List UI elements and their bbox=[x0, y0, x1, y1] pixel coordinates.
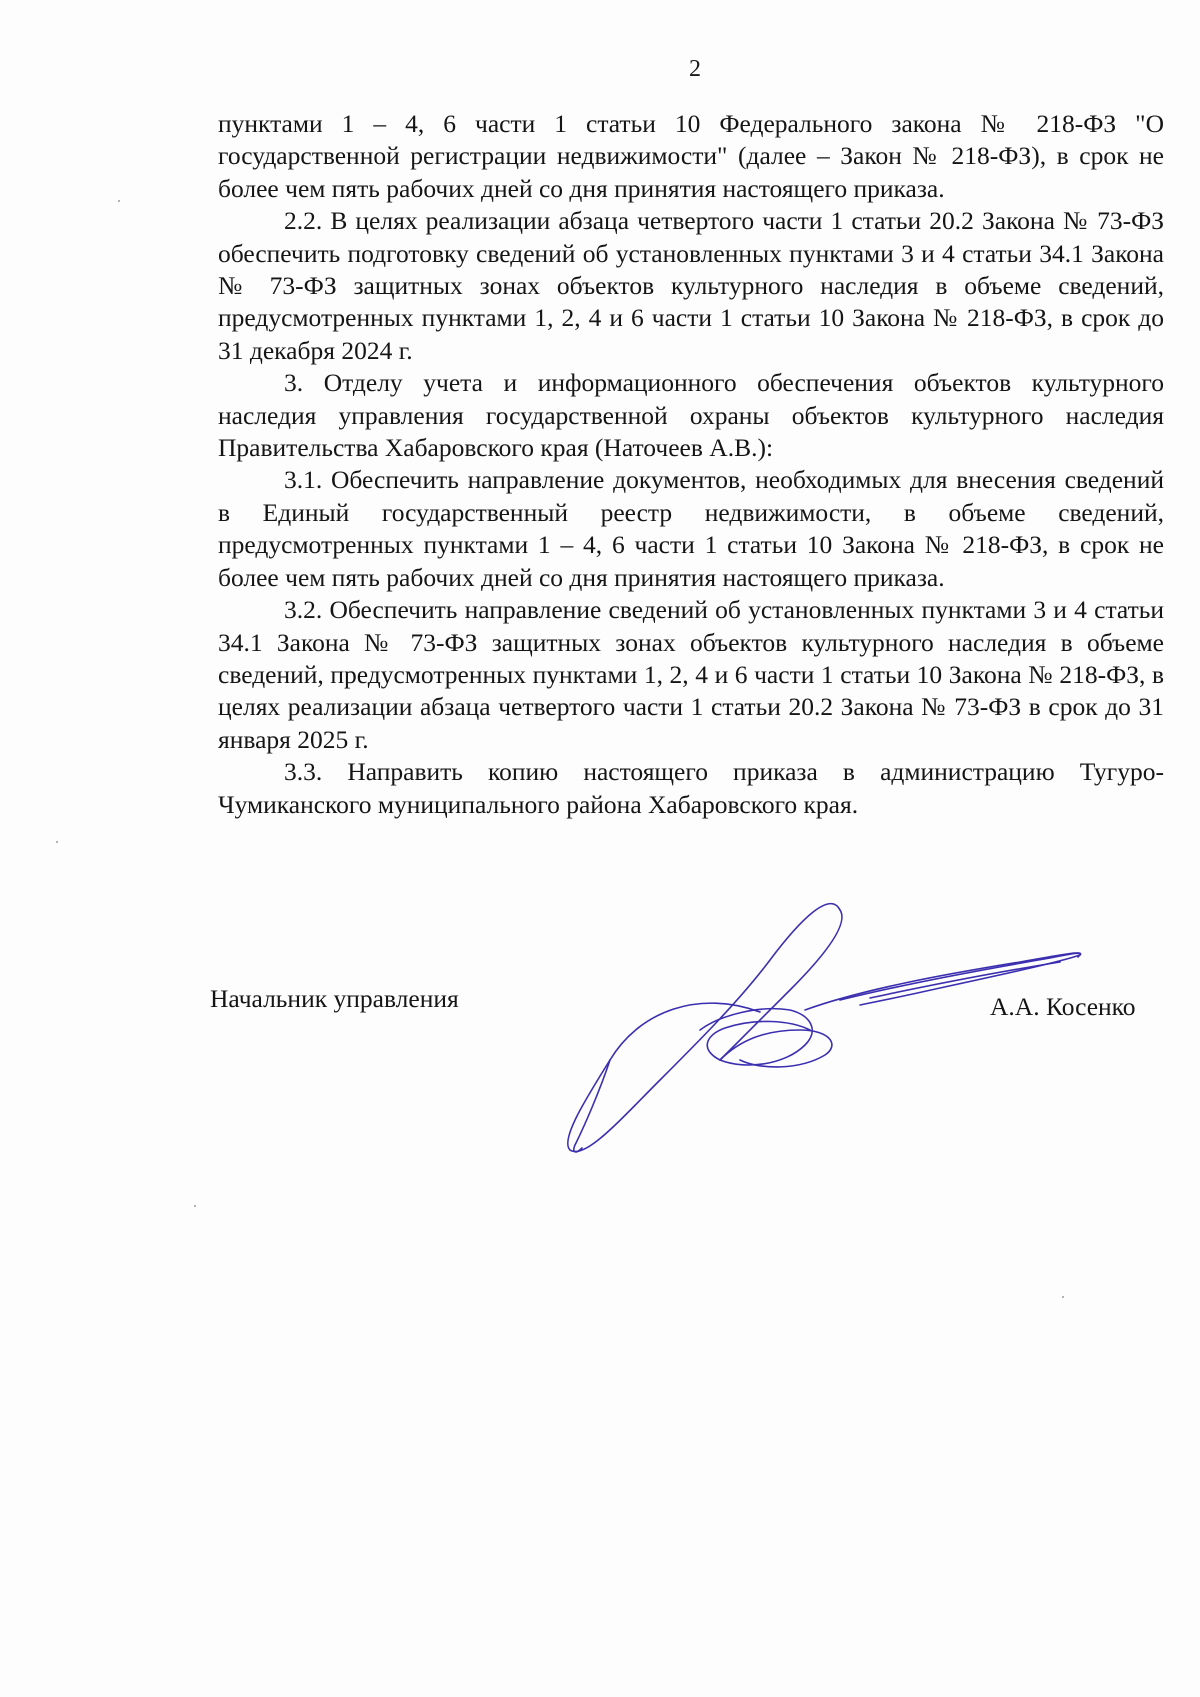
paragraph-3: 3. Отделу учета и информационного обеспечения объектов культурного наследия управления государственной охраны объектов культурного наследия Правительства Хабаровского края (Наточеев А.В.): bbox=[218, 368, 1164, 463]
page-number: 2 bbox=[689, 56, 701, 82]
paragraph-3-2: 3.2. Обеспечить направление сведений об установленных пунктами 3 и 4 статьи 34.1 Закона № 73-ФЗ защитных зонах объектов культурного наследия в объеме сведений, предусмотренных пунктами 1, 2, 4 и 6 части 1 статьи 10 Закона № 218-ФЗ, в целях реализации абзаца четвертого части 1 статьи 20.2 Закона № 73-ФЗ в срок до 31 января 2025 г. bbox=[218, 595, 1164, 754]
signer-position: Начальник управления bbox=[210, 984, 459, 1013]
scan-speck bbox=[118, 200, 120, 202]
scan-speck bbox=[194, 1205, 196, 1207]
document-body bbox=[218, 108, 1164, 821]
signer-name: А.А. Косенко bbox=[990, 992, 1136, 1021]
scan-speck bbox=[1062, 1296, 1064, 1298]
scan-speck bbox=[56, 841, 58, 843]
paragraph-continuation: пунктами 1 – 4, 6 части 1 статьи 10 Федерального закона № 218-ФЗ "О государственной регистрации недвижимости" (далее – Закон № 218-ФЗ), в срок не более чем пять рабочих дней со дня принятия настоящего приказа. bbox=[218, 109, 1164, 203]
paragraph-2-2: 2.2. В целях реализации абзаца четвертого части 1 статьи 20.2 Закона № 73-ФЗ обеспечить подготовку сведений об установленных пунктами 3 и 4 статьи 34.1 Закона № 73-ФЗ защитных зонах объектов культурного наследия в объеме сведений, предусмотренных пунктами 1, 2, 4 и 6 части 1 статьи 10 Закона № 218-ФЗ, в срок до 31 декабря 2024 г. bbox=[218, 206, 1164, 365]
paragraph-3-3: 3.3. Направить копию настоящего приказа в администрацию Тугуро-Чумиканского муниципального района Хабаровского края. bbox=[218, 757, 1164, 819]
paragraph-3-1: 3.1. Обеспечить направление документов, необходимых для внесения сведений в Единый государственный реестр недвижимости, в объеме сведений, предусмотренных пунктами 1 – 4, 6 части 1 статьи 10 Закона № 218-ФЗ, в срок не более чем пять рабочих дней со дня принятия настоящего приказа. bbox=[218, 465, 1164, 592]
